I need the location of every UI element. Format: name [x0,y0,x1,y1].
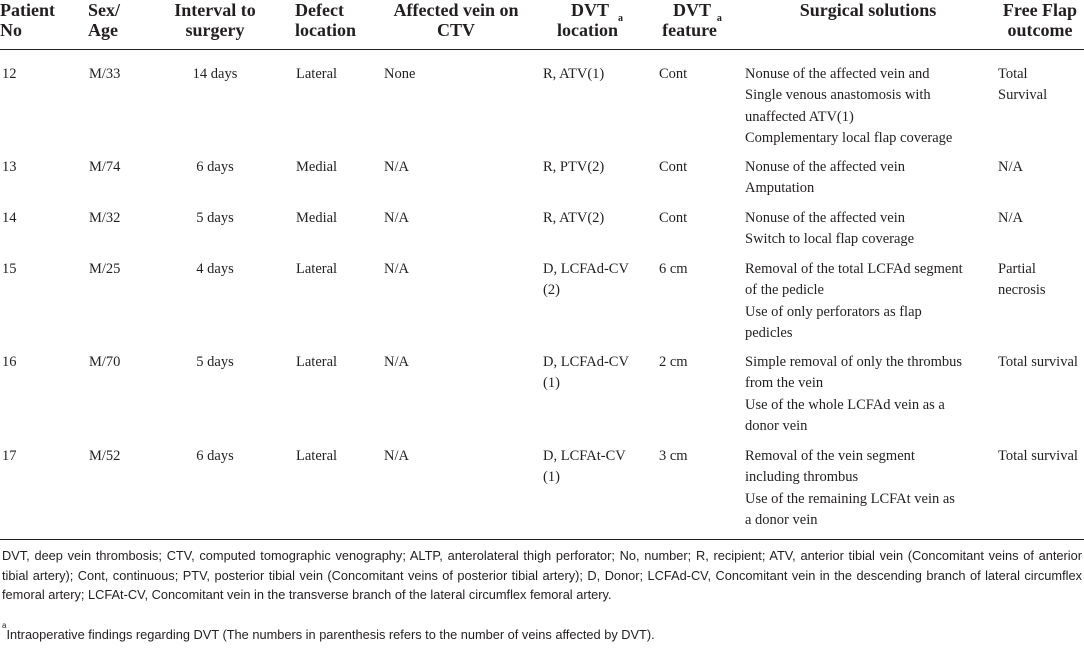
cell-dvt-feature [659,259,688,280]
cell-sex-age [89,157,120,178]
cell-affected-vein [384,208,409,229]
cell-dvt-location [543,446,626,489]
cell-line: D, LCFAd-CV [543,261,629,277]
cell-line: 17 [2,448,17,464]
cell-line: Use of the remaining LCFAt vein as [745,490,955,507]
header-dvt-location [548,0,632,40]
cell-dvt-feature [659,64,687,85]
cell-line: N/A [384,261,409,277]
cell-sex-age [89,352,120,373]
cell-surgical-solutions [745,208,914,251]
cell-line: Cont [659,159,688,175]
header-line: No [0,20,22,40]
header-line: Defect [295,0,344,20]
cell-defect-location [296,446,337,467]
header-line: Affected vein on [393,0,519,20]
cell-line: Nonuse of the affected vein [745,210,905,226]
cell-line: Partial [998,261,1036,277]
header-line: feature [662,20,717,40]
cell-line: donor vein [745,418,808,435]
cell-line: 5 days [196,210,234,226]
cell-line: 13 [2,159,17,175]
cell-interval [160,64,270,85]
cell-line: Cont [659,210,688,226]
cell-line: 5 days [196,354,234,370]
cell-line: D, LCFAd-CV [543,354,629,370]
header-line: Surgical solutions [799,0,937,20]
cell-line: Survival [998,87,1048,104]
cell-interval [160,157,270,178]
cell-line: 6 cm [659,261,688,277]
header-surgical-solutions [754,0,982,20]
header-line: CTV [436,20,475,40]
cell-patient-no [2,446,17,467]
cell-defect-location [296,157,337,178]
header-line: Free Flap [1002,0,1078,20]
cell-dvt-location [543,157,604,178]
header-line: location [295,20,356,40]
cell-surgical-solutions [745,446,955,532]
cell-line: Nonuse of the affected vein [745,159,905,175]
cell-patient-no [2,208,17,229]
cell-free-flap-outcome [998,259,1046,302]
cell-surgical-solutions [745,157,905,200]
header-line: surgery [185,20,245,40]
cell-dvt-location [543,64,604,85]
cell-patient-no [2,64,17,85]
header-affected-vein [383,0,529,40]
cell-line: (1) [543,375,560,392]
header-line-with-sup [548,13,632,40]
cell-line: D, LCFAt-CV [543,448,626,464]
footnote-marker: a [2,621,7,630]
header-defect-location [295,0,356,40]
cell-line: Medial [296,210,338,226]
cell-patient-no [2,352,17,373]
cell-line: Medial [296,159,338,175]
cell-interval [160,446,270,467]
cell-line: 2 cm [659,354,688,370]
footnote [2,621,1082,645]
cell-dvt-feature [659,157,687,178]
bottom-rule [0,539,1084,540]
cell-line: necrosis [998,282,1046,299]
cell-line: 6 days [196,448,234,464]
cell-free-flap-outcome [998,352,1078,373]
cell-line: of the pedicle [745,282,824,299]
cell-dvt-feature [659,208,687,229]
cell-line: 12 [2,66,17,82]
cell-sex-age [89,64,120,85]
cell-line: Switch to local flap coverage [745,231,915,248]
header-line: location [557,20,618,40]
cell-line: M/70 [89,354,121,370]
cell-line: N/A [998,159,1023,175]
footnote-marker: a [618,13,623,24]
header-rule [0,49,1084,50]
cell-interval [160,208,270,229]
cell-line: R, ATV(1) [543,66,605,82]
header-free-flap-outcome [996,0,1084,40]
cell-line: M/33 [89,66,121,82]
cell-affected-vein [384,157,409,178]
cell-line: Lateral [296,354,338,370]
cell-line: None [384,66,416,82]
cell-line: Complementary local flap coverage [745,130,953,147]
header-line: Age [88,20,118,40]
cell-line: N/A [384,159,409,175]
cell-sex-age [89,446,120,467]
cell-patient-no [2,157,17,178]
cell-line: Nonuse of the affected vein and [745,66,930,82]
cell-line: 15 [2,261,17,277]
header-sex-age [88,0,120,40]
footnote-marker: a [716,13,722,24]
cell-surgical-solutions [745,64,952,150]
cell-line: R, ATV(2) [543,210,605,226]
cell-line: N/A [384,448,409,464]
cell-line: 3 cm [659,448,688,464]
cell-affected-vein [384,352,409,373]
cell-line: Total [998,66,1028,82]
cell-affected-vein [384,64,415,85]
cell-line: (1) [543,469,560,486]
cell-line: 16 [2,354,17,370]
cell-line: N/A [998,210,1023,226]
cell-line: Total survival [998,448,1078,464]
cell-free-flap-outcome [998,208,1023,229]
header-line: outcome [1007,20,1073,40]
cell-line: Amputation [745,180,815,197]
cell-defect-location [296,64,337,85]
cell-line: 14 [2,210,17,226]
cell-line: including thrombus [745,469,859,486]
cell-line: Removal of the total LCFAd segment [745,261,963,277]
cell-line: Cont [659,66,688,82]
header-line: Interval to [174,0,256,20]
header-dvt-feature [656,0,728,40]
cell-sex-age [89,208,120,229]
cell-line: Lateral [296,66,338,82]
cell-interval [160,352,270,373]
header-line-with-sup [656,13,728,40]
cell-line: Lateral [296,261,338,277]
cell-surgical-solutions [745,352,962,438]
header-interval [160,0,270,40]
header-patient-no [0,0,55,40]
footnote-text: Intraoperative findings regarding DVT (The numbers in parenthesis refers to the number of veins affected by DVT). [6,627,655,642]
cell-sex-age [89,259,120,280]
cell-line: M/32 [89,210,121,226]
cell-surgical-solutions [745,259,963,345]
cell-dvt-feature [659,446,688,467]
cell-patient-no [2,259,17,280]
cell-line: Lateral [296,448,338,464]
cell-affected-vein [384,259,409,280]
cell-line: 4 days [196,261,234,277]
cell-line: pedicles [745,325,793,342]
header-line: Patient [0,0,55,20]
cell-line: (2) [543,282,560,299]
cell-defect-location [296,208,337,229]
cell-line: M/25 [89,261,121,277]
cell-defect-location [296,259,337,280]
cell-line: N/A [384,354,409,370]
cell-dvt-location [543,259,629,302]
header-line: Sex/ [88,0,121,20]
cell-line: Total survival [998,354,1078,370]
cell-line: Simple removal of only the thrombus [745,354,963,370]
cell-line: unaffected ATV(1) [745,108,854,125]
cell-affected-vein [384,446,409,467]
cell-interval [160,259,270,280]
cell-dvt-location [543,208,604,229]
table-header [0,0,1084,48]
cell-line: 6 days [196,159,234,175]
cell-line: from the vein [745,375,824,392]
cell-line: Use of the whole LCFAd vein as a [745,396,945,413]
cell-dvt-location [543,352,629,395]
cell-free-flap-outcome [998,64,1047,107]
cell-free-flap-outcome [998,157,1023,178]
cell-line: Use of only perforators as flap [745,303,922,320]
cell-line: M/74 [89,159,121,175]
cell-line: M/52 [89,448,121,464]
cell-dvt-feature [659,352,688,373]
cell-free-flap-outcome [998,446,1078,467]
header-line: DVT [570,0,609,20]
cell-line: R, PTV(2) [543,159,605,175]
cell-line: N/A [384,210,409,226]
cell-defect-location [296,352,337,373]
cell-line: Single venous anastomosis with [745,87,931,104]
cell-line: Removal of the vein segment [745,448,915,464]
abbreviations-note: DVT, deep vein thrombosis; CTV, computed tomographic venography; ALTP, anterolateral thigh perforator; No, number; R, recipient; ATV, anterior tibial vein (Concomitant veins of anterior tibial artery); Cont, continuous; PTV, posterior tibial vein (Concomitant veins of posterior tibial artery); D, Donor; LCFAd-CV, Concomitant vein in the descending branch of lateral circumflex femoral artery; LCFAt-CV, Concomitant vein in the transverse branch of the lateral circumflex femoral artery. [2,548,1082,603]
cell-line: 14 days [192,66,238,82]
cell-line: a donor vein [745,512,818,529]
header-line: DVT [672,0,711,20]
